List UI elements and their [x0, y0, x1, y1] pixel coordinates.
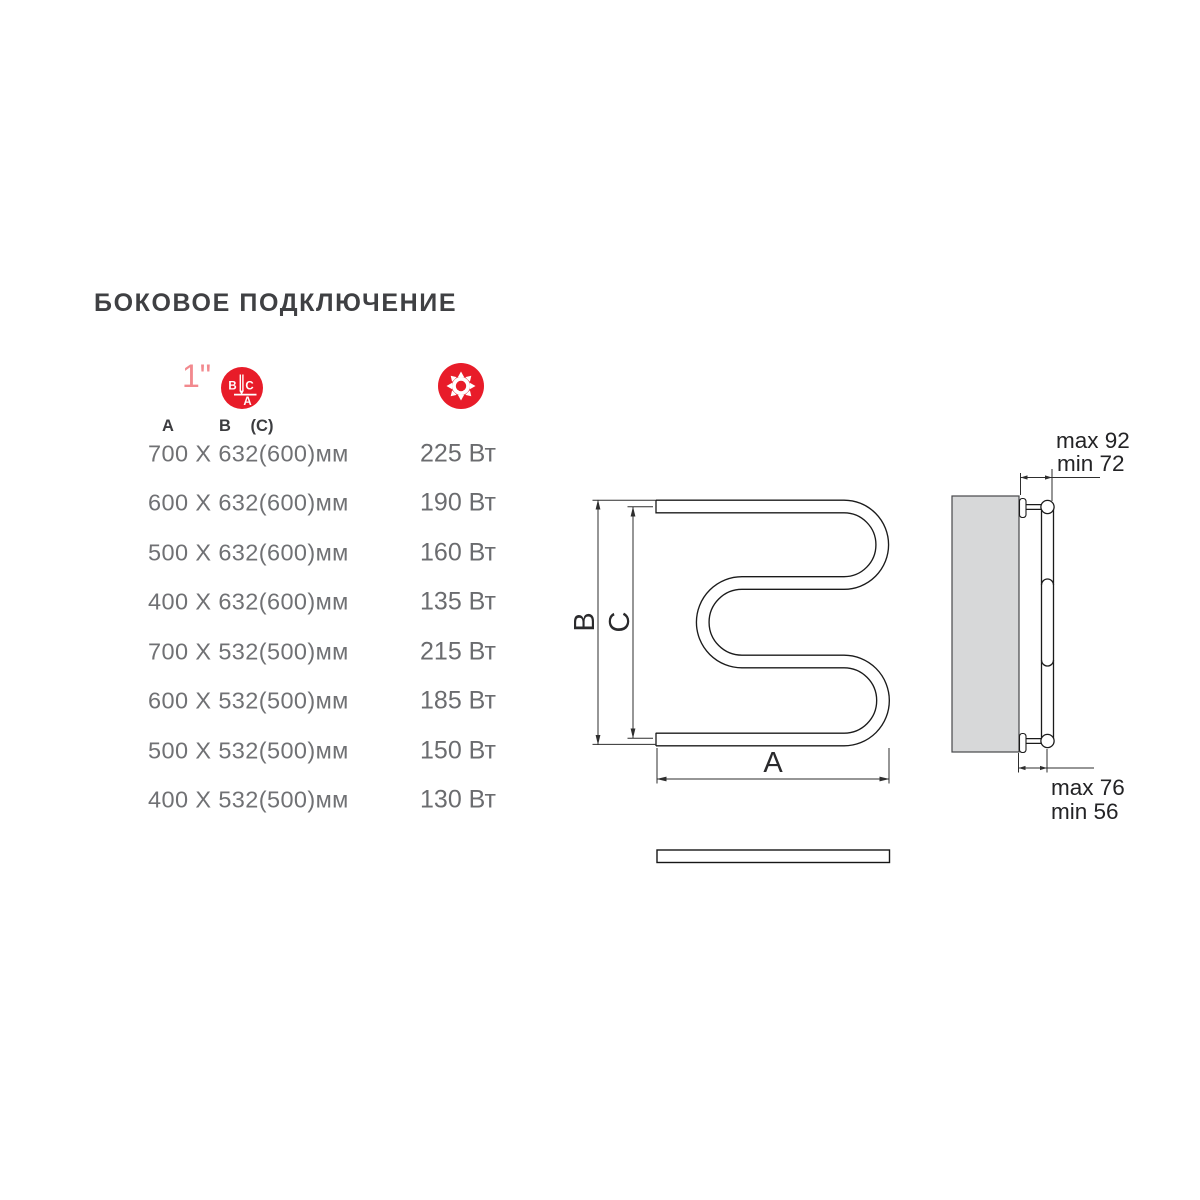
- dim-bottom-arrow-right: [1040, 766, 1047, 770]
- row-power: 185 Вт: [420, 686, 496, 715]
- row-dimensions: 400 X 632(600)мм: [148, 588, 349, 615]
- spec-row: [0, 726, 560, 776]
- dim-a-arrow-left: [657, 777, 667, 782]
- front-view: [569, 500, 890, 863]
- row-power: 130 Вт: [420, 785, 496, 814]
- row-dimensions: 600 X 632(600)мм: [148, 489, 349, 516]
- dim-a-arrow-right: [880, 777, 890, 782]
- row-power: 135 Вт: [420, 587, 496, 616]
- wall-panel: [952, 496, 1019, 752]
- schema-letter-c: C: [245, 380, 254, 393]
- union-fitting-bottom: [1041, 734, 1054, 747]
- red-circle: [221, 367, 263, 409]
- dim-label-max76: max 76: [1051, 775, 1125, 800]
- union-fitting-top: [1041, 500, 1054, 513]
- row-power: 160 Вт: [420, 538, 496, 567]
- dim-top-arrow-left: [1021, 475, 1028, 479]
- dim-b-arrow-top: [596, 500, 601, 510]
- schema-letter-a: A: [243, 396, 252, 408]
- pipe-diameter-label: 1": [182, 358, 212, 394]
- spec-row: [0, 578, 560, 628]
- pipe-top-view-bar: [657, 850, 890, 863]
- dim-bottom-arrow-left: [1019, 766, 1026, 770]
- spec-row: [0, 677, 560, 727]
- row-dimensions: 400 X 532(500)мм: [148, 786, 349, 813]
- heat-output-sun-icon: [438, 363, 484, 409]
- spec-row: [0, 776, 560, 826]
- row-power: 190 Вт: [420, 488, 496, 517]
- side-view: [952, 428, 1130, 824]
- dim-top-arrow-right: [1045, 475, 1052, 479]
- col-header-c: (C): [250, 417, 274, 435]
- row-power: 150 Вт: [420, 736, 496, 765]
- col-header-a: A: [162, 417, 174, 435]
- row-dimensions: 700 X 532(500)мм: [148, 638, 349, 665]
- sun-center: [456, 381, 466, 391]
- dim-label-max92: max 92: [1056, 428, 1130, 453]
- dim-label-b: B: [569, 612, 601, 632]
- spec-row: [0, 429, 560, 479]
- dim-b-arrow-bottom: [596, 735, 601, 745]
- schema-letter-b: B: [228, 380, 237, 393]
- col-header-b: B: [219, 417, 231, 435]
- dim-c-arrow-bottom: [631, 729, 636, 739]
- spec-row: [0, 627, 560, 677]
- connection-schema-icon: [221, 367, 263, 409]
- connection-stubs: [1026, 505, 1043, 744]
- pipe-union-sleeve: [1042, 579, 1054, 666]
- dim-label-min56: min 56: [1051, 799, 1119, 824]
- row-dimensions: 600 X 532(500)мм: [148, 687, 349, 714]
- page-title: БОКОВОЕ ПОДКЛЮЧЕНИЕ: [94, 289, 458, 317]
- spec-row: [0, 479, 560, 529]
- spec-table: [0, 429, 560, 825]
- pipe-inner: [656, 507, 883, 740]
- row-dimensions: 500 X 632(600)мм: [148, 539, 349, 566]
- side-pipe-lines: [1042, 508, 1054, 740]
- row-power: 225 Вт: [420, 439, 496, 468]
- pipe-outline: [656, 507, 883, 740]
- dim-c-arrow-top: [631, 507, 636, 517]
- spec-row: [0, 528, 560, 578]
- wall-flange-top: [1020, 499, 1027, 518]
- dim-label-min72: min 72: [1057, 451, 1125, 476]
- dim-bottom-lines: [1019, 749, 1095, 773]
- technical-drawing: [560, 410, 1180, 880]
- row-power: 215 Вт: [420, 637, 496, 666]
- wall-flange-bottom: [1020, 734, 1027, 753]
- row-dimensions: 700 X 632(600)мм: [148, 440, 349, 467]
- dim-label-a: A: [763, 747, 783, 779]
- row-dimensions: 500 X 532(500)мм: [148, 737, 349, 764]
- dim-label-c: C: [604, 611, 636, 633]
